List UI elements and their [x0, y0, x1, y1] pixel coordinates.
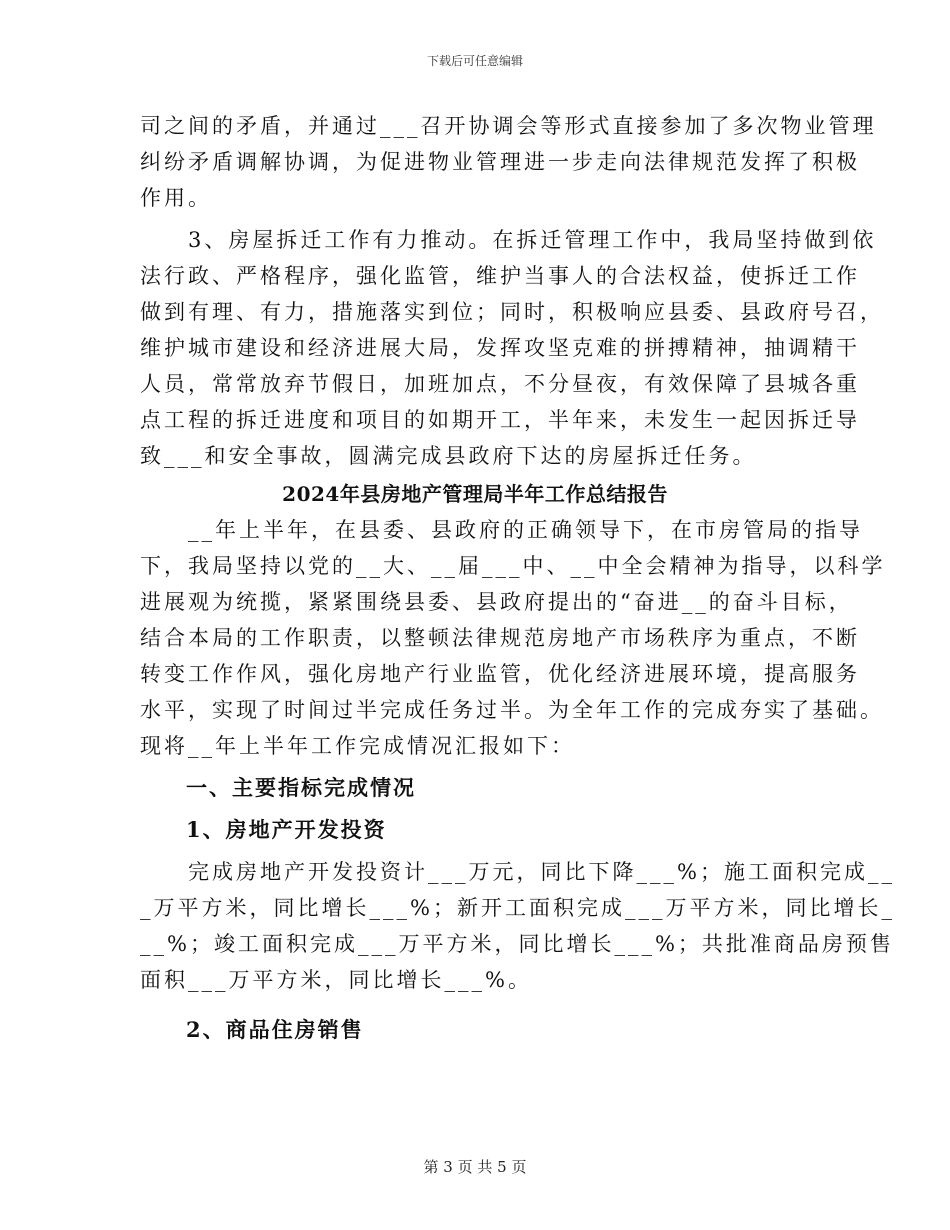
- text-line: 法行政、严格程序，强化监管，维护当事人的合法权益，使拆迁工作: [140, 264, 860, 288]
- text-line: 下，我局坚持以党的__大、__届___中、__中全会精神为指导，以科学: [140, 554, 886, 578]
- text-line: 面积___万平方米，同比增长___%。: [140, 968, 532, 992]
- text-line: 3、房屋拆迁工作有力推动。在拆迁管理工作中，我局坚持做到依: [140, 228, 877, 252]
- page-footer: 第 3 页 共 5 页: [423, 1158, 527, 1176]
- page-header: 下载后可任意编辑: [426, 54, 523, 68]
- text-line: 司之间的矛盾，并通过___召开协调会等形式直接参加了多次物业管理: [140, 114, 877, 138]
- subsection-heading: 2、商品住房销售: [186, 1017, 364, 1042]
- text-line: _万平方米，同比增长___%；新开工面积完成___万平方米，同比增长_: [140, 896, 895, 920]
- text-line: 完成房地产开发投资计___万元，同比下降___%；施工面积完成__: [140, 860, 895, 884]
- text-line: __年上半年，在县委、县政府的正确领导下，在市房管局的指导: [140, 518, 863, 542]
- section-heading: 一、主要指标完成情况: [186, 775, 416, 800]
- text-line: 致___和安全事故，圆满完成县政府下达的房屋拆迁任务。: [140, 444, 757, 468]
- paragraph-property-mediation: [140, 108, 877, 216]
- text-line: __%；竣工面积完成___万平方米，同比增长___%；共批准商品房预售: [140, 932, 894, 956]
- paragraph-demolition: [140, 222, 884, 474]
- subsection-heading: 1、房地产开发投资: [186, 817, 387, 842]
- text-line: 现将__年上半年工作完成情况汇报如下：: [140, 734, 575, 758]
- paragraph-investment: [140, 854, 895, 998]
- text-line: 作用。: [140, 186, 212, 210]
- text-line: 转变工作作风，强化房地产行业监管，优化经济进展环境，提高服务: [140, 662, 860, 686]
- text-line: 进展观为统揽，紧紧围绕县委、县政府提出的“奋进__的奋斗目标，: [140, 590, 853, 614]
- text-line: 纠纷矛盾调解协调，为促进物业管理进一步走向法律规范发挥了积极: [140, 150, 860, 174]
- text-line: 结合本局的工作职责，以整顿法律规范房地产市场秩序为重点，不断: [140, 626, 860, 650]
- text-line: 水平，实现了时间过半完成任务过半。为全年工作的完成夯实了基础。: [140, 698, 884, 722]
- paragraph-intro: [140, 512, 886, 764]
- text-line: 人员，常常放弃节假日，加班加点，不分昼夜，有效保障了县城各重: [140, 372, 860, 396]
- document-body: [140, 108, 895, 1054]
- text-line: 点工程的拆迁进度和项目的如期开工，半年来，未发生一起因拆迁导: [140, 408, 860, 432]
- text-line: 维护城市建设和经济进展大局，发挥攻坚克难的拼搏精神，抽调精干: [140, 336, 860, 360]
- text-line: 做到有理、有力，措施落实到位；同时，积极响应县委、县政府号召，: [140, 300, 884, 324]
- document-title: 2024年县房地产管理局半年工作总结报告: [282, 482, 668, 506]
